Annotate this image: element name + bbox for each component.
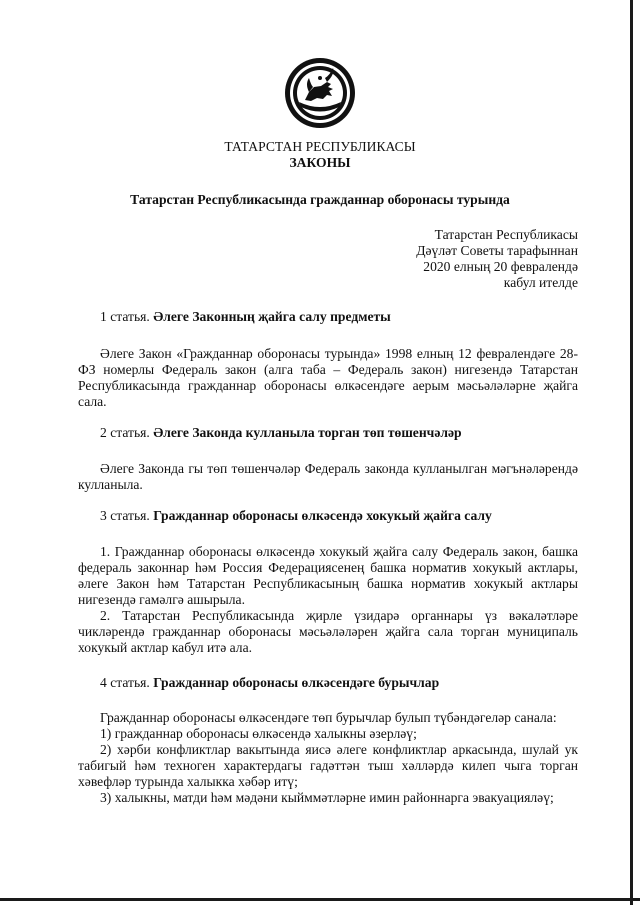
tatarstan-coat-of-arms-icon [283,56,357,130]
article-1-body [78,346,578,410]
article-3-heading [100,508,492,524]
article-1-heading [100,309,391,325]
article-number: 2 статья. [100,425,150,440]
duty-item-1: 1) гражданнар оборонасы өлкәсендә халыкны әзерләү; [100,726,417,741]
article-paragraph: Әлеге Закон «Гражданнар оборонасы турында» 1998 елның 12 февралендәге 28-ФЗ номерлы Федераль закон (алга таба – Федераль закон) нигезендә Татарстан Республикасында гражданнар оборонасы өлкәсендәге аерым мәсьәләләрне җайга сала. [78,346,578,409]
article-title: Гражданнар оборонасы өлкәсендәге бурычлар [153,675,440,690]
article-2-body [78,461,578,493]
adoption-date: 2020 елның 20 февралендә [423,259,578,274]
duty-item-2: 2) хәрби конфликтлар вакытында яисә әлеге конфликтлар аркасында, шулай ук табигый һәм техноген характердагы гадәттән тыш хәлләрдә килеп чыга торган хәвефләр турында халыкка хәбәр итү; [78,742,578,789]
article-4-heading [100,675,439,691]
law-heading: ЗАКОНЫ [289,155,351,170]
article-number: 1 статья. [100,309,150,324]
article-4-body [78,710,578,806]
law-title: Татарстан Республикасында гражданнар оборонасы турында [130,192,510,207]
article-3-body [78,544,578,656]
article-paragraph: Әлеге Законда гы төп төшенчәләр Федераль законда кулланылган мәгънәләрендә кулланыла. [78,461,578,492]
scan-edge-right [630,0,633,905]
scan-edge-bottom [0,898,640,901]
article-item-2: 2. Татарстан Республикасында җирле үзидарә органнары үз вәкаләтләре чикләрендә гражданнар оборонасы мәсьәләләрен җайга сала торган муниципаль хокукый актлар кабул итә ала. [78,608,578,655]
article-title: Әлеге Законда кулланыла торган төп төшенчәләр [153,425,462,440]
article-number: 3 статья. [100,508,150,523]
duty-item-3: 3) халыкны, матди һәм мәдәни кыйммәтләрне имин районнарга эвакуацияләү; [100,790,554,805]
article-number: 4 статья. [100,675,150,690]
adoption-line-2: Дәүләт Советы тарафыннан [416,243,578,258]
adoption-line-1: Татарстан Республикасы [434,227,578,242]
article-title: Гражданнар оборонасы өлкәсендә хокукый җайга салу [153,508,492,523]
article-2-heading [100,425,462,441]
article-intro: Гражданнар оборонасы өлкәсендәге төп бурычлар булып түбәндәгеләр санала: [100,710,557,725]
article-title: Әлеге Законның җайга салу предметы [153,309,391,324]
republic-name: ТАТАРСТАН РЕСПУБЛИКАСЫ [224,139,416,154]
adoption-line-4: кабул ителде [503,275,578,290]
article-item-1: 1. Гражданнар оборонасы өлкәсендә хокукый җайга салу Федераль закон, башка федераль законнар һәм Россия Федерациясенең башка норматив хокукый актлары, әлеге Закон һәм Татарстан Республикасының башка норматив хокукый актлары нигезендә гамәлгә ашырыла. [78,544,578,607]
